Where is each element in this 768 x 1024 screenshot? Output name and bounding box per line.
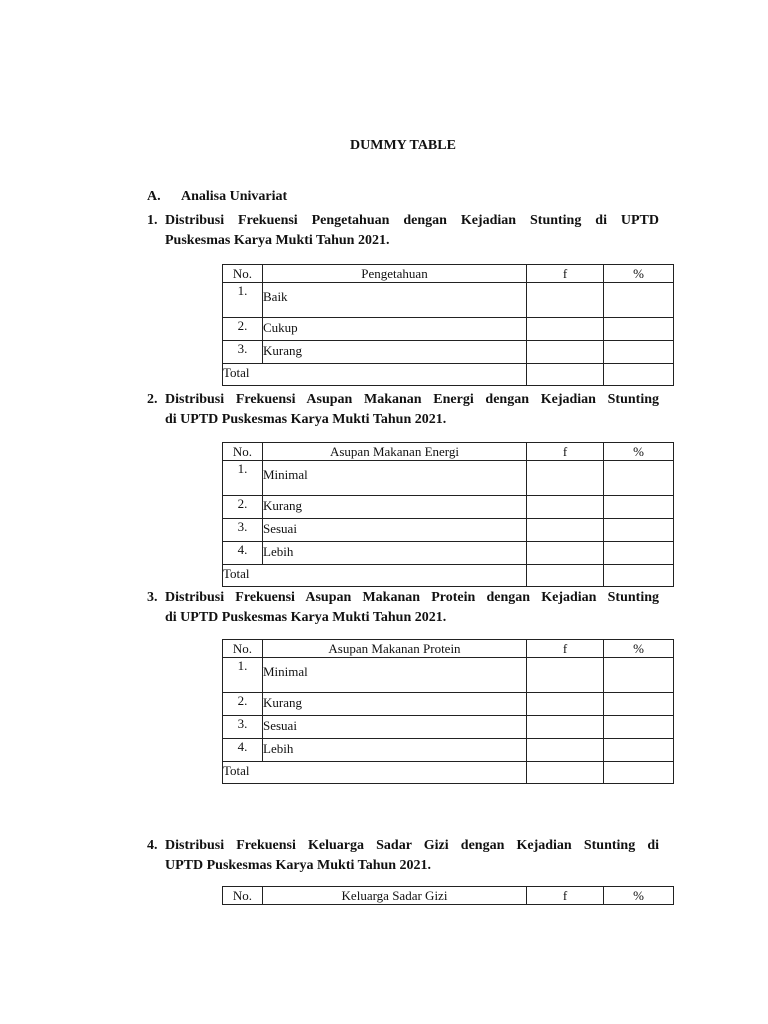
header-f: f <box>527 640 604 658</box>
item-number: 1. <box>147 213 158 228</box>
table-row <box>223 542 674 565</box>
cell-f <box>527 519 604 542</box>
header-no: No. <box>223 443 263 461</box>
row-number: 3. <box>223 519 263 542</box>
table-header-row <box>223 887 674 905</box>
header-percent: % <box>604 443 674 461</box>
header-category: Keluarga Sadar Gizi <box>263 887 527 905</box>
header-category: Asupan Makanan Protein <box>263 640 527 658</box>
total-label: Total <box>223 762 527 784</box>
table-row <box>223 658 674 693</box>
header-percent: % <box>604 265 674 283</box>
row-label: Kurang <box>263 693 527 716</box>
row-label: Sesuai <box>263 716 527 739</box>
row-number: 1. <box>223 658 263 693</box>
cell-percent <box>604 693 674 716</box>
table-total-row <box>223 364 674 386</box>
row-label: Minimal <box>263 658 527 693</box>
cell-f <box>527 658 604 693</box>
row-label: Lebih <box>263 739 527 762</box>
cell-f <box>527 739 604 762</box>
row-number: 2. <box>223 496 263 519</box>
row-label: Sesuai <box>263 519 527 542</box>
section-label: Analisa Univariat <box>181 189 288 204</box>
cell-percent <box>604 461 674 496</box>
table-keluarga-sadar-gizi <box>222 886 674 905</box>
row-label: Kurang <box>263 496 527 519</box>
cell-percent <box>604 496 674 519</box>
section-heading <box>147 189 287 205</box>
header-no: No. <box>223 887 263 905</box>
item-title-line2: Puskesmas Karya Mukti Tahun 2021. <box>165 233 390 248</box>
row-number: 1. <box>223 461 263 496</box>
table-asupan-protein <box>222 639 674 784</box>
row-number: 3. <box>223 716 263 739</box>
row-number: 3. <box>223 341 263 364</box>
cell-f <box>527 565 604 587</box>
item-title-line1: Distribusi Frekuensi Asupan Makanan Energi dengan Kejadian Stunting <box>165 392 659 407</box>
cell-f <box>527 542 604 565</box>
table-row <box>223 693 674 716</box>
cell-percent <box>604 565 674 587</box>
item-title-line1: Distribusi Frekuensi Keluarga Sadar Gizi dengan Kejadian Stunting di <box>165 838 659 853</box>
table-pengetahuan <box>222 264 674 386</box>
header-percent: % <box>604 887 674 905</box>
cell-percent <box>604 318 674 341</box>
row-number: 2. <box>223 693 263 716</box>
cell-percent <box>604 762 674 784</box>
item-title-line2: di UPTD Puskesmas Karya Mukti Tahun 2021. <box>165 412 447 427</box>
row-label: Kurang <box>263 341 527 364</box>
total-label: Total <box>223 565 527 587</box>
cell-percent <box>604 716 674 739</box>
header-f: f <box>527 887 604 905</box>
item-heading-2 <box>147 390 659 430</box>
item-heading-3 <box>147 588 659 628</box>
cell-f <box>527 341 604 364</box>
cell-f <box>527 461 604 496</box>
item-title-line1: Distribusi Frekuensi Asupan Makanan Protein dengan Kejadian Stunting <box>165 590 659 605</box>
cell-f <box>527 283 604 318</box>
header-category: Asupan Makanan Energi <box>263 443 527 461</box>
row-label: Lebih <box>263 542 527 565</box>
cell-percent <box>604 283 674 318</box>
table-row <box>223 739 674 762</box>
row-label: Baik <box>263 283 527 318</box>
item-heading-1 <box>147 211 659 251</box>
header-category: Pengetahuan <box>263 265 527 283</box>
cell-percent <box>604 739 674 762</box>
document-title: DUMMY TABLE <box>350 138 456 153</box>
item-number: 3. <box>147 590 158 605</box>
table-header-row <box>223 265 674 283</box>
table-row <box>223 461 674 496</box>
cell-f <box>527 762 604 784</box>
table-header-row <box>223 640 674 658</box>
item-number: 2. <box>147 392 158 407</box>
table-row <box>223 283 674 318</box>
cell-percent <box>604 519 674 542</box>
cell-f <box>527 364 604 386</box>
table-header-row <box>223 443 674 461</box>
item-title-line1: Distribusi Frekuensi Pengetahuan dengan Kejadian Stunting di UPTD <box>165 213 659 228</box>
item-number: 4. <box>147 838 158 853</box>
table-row <box>223 341 674 364</box>
table-asupan-energi <box>222 442 674 587</box>
row-label: Cukup <box>263 318 527 341</box>
table-row <box>223 318 674 341</box>
item-heading-4 <box>147 836 659 876</box>
cell-percent <box>604 364 674 386</box>
header-f: f <box>527 265 604 283</box>
row-label: Minimal <box>263 461 527 496</box>
row-number: 4. <box>223 739 263 762</box>
section-letter: A. <box>147 189 161 204</box>
table-row <box>223 519 674 542</box>
header-no: No. <box>223 265 263 283</box>
header-percent: % <box>604 640 674 658</box>
table-row <box>223 716 674 739</box>
header-f: f <box>527 443 604 461</box>
cell-percent <box>604 542 674 565</box>
cell-percent <box>604 658 674 693</box>
table-total-row <box>223 762 674 784</box>
row-number: 4. <box>223 542 263 565</box>
cell-f <box>527 496 604 519</box>
table-total-row <box>223 565 674 587</box>
cell-percent <box>604 341 674 364</box>
cell-f <box>527 318 604 341</box>
item-title-line2: UPTD Puskesmas Karya Mukti Tahun 2021. <box>165 858 432 873</box>
row-number: 1. <box>223 283 263 318</box>
item-title-line2: di UPTD Puskesmas Karya Mukti Tahun 2021. <box>165 610 447 625</box>
total-label: Total <box>223 364 527 386</box>
cell-f <box>527 716 604 739</box>
cell-f <box>527 693 604 716</box>
table-row <box>223 496 674 519</box>
header-no: No. <box>223 640 263 658</box>
row-number: 2. <box>223 318 263 341</box>
